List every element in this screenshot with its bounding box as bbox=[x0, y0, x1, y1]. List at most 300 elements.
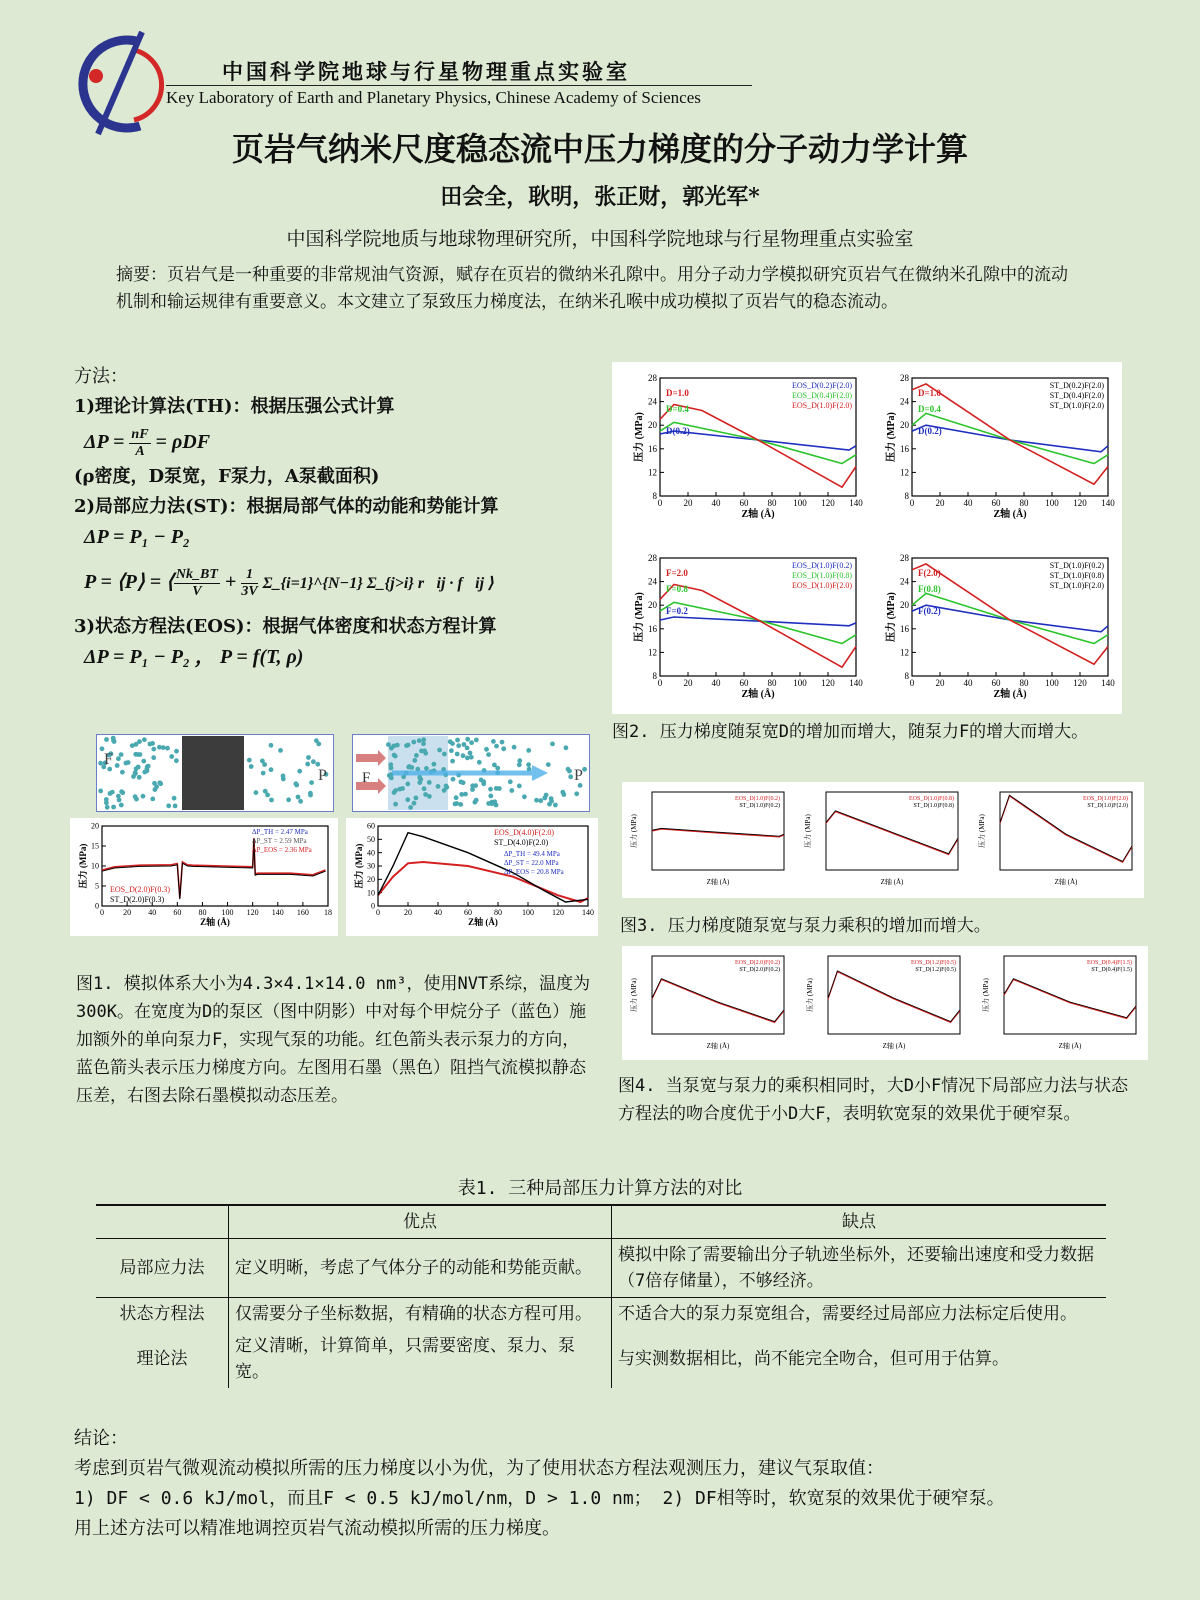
legend-entry: ST_D(2.0)F(0.2) bbox=[739, 967, 780, 973]
molecule bbox=[414, 753, 419, 758]
molecule bbox=[553, 803, 558, 808]
annotation: ΔP_ST = 2.59 MPa bbox=[252, 837, 307, 845]
curve-label: D=1.0 bbox=[666, 388, 689, 398]
molecule bbox=[151, 747, 156, 752]
fig3-caption: 图3. 压力梯度随泵宽与泵力乘积的增加而增大。 bbox=[620, 916, 991, 936]
molecule bbox=[470, 787, 475, 792]
x-tick-label: 60 bbox=[173, 908, 182, 917]
col-cons: 缺点 bbox=[612, 1206, 1107, 1239]
x-tick-label: 60 bbox=[464, 908, 472, 917]
molecule bbox=[161, 745, 166, 750]
y-tick-label: 20 bbox=[648, 420, 657, 431]
x-tick-label: 0 bbox=[909, 678, 915, 688]
molecule bbox=[124, 761, 129, 766]
y-axis-label: 压力 (MPa) bbox=[886, 592, 897, 642]
molecule bbox=[414, 796, 419, 801]
molecule bbox=[134, 797, 139, 802]
molecule bbox=[311, 759, 316, 764]
x-tick-label: 120 bbox=[1073, 498, 1087, 508]
y-tick-label: 15 bbox=[91, 841, 99, 851]
molecule bbox=[454, 801, 459, 806]
molecule bbox=[427, 794, 432, 799]
y-tick-label: 12 bbox=[648, 647, 657, 658]
x-axis-label: Z轴 (Å) bbox=[706, 1042, 730, 1050]
y-tick-label: 16 bbox=[900, 443, 909, 454]
y-tick-label: 16 bbox=[648, 623, 657, 634]
series-2 bbox=[660, 405, 856, 488]
x-tick-label: 60 bbox=[739, 498, 749, 508]
x-tick-label: 140 bbox=[1101, 678, 1115, 688]
fig4-caption: 图4. 当泵宽与泵力的乘积相同时，大D小F情况下局部应力法与状态方程法的吻合度优于小D大F，表明软宽泵的效果优于硬窄泵。 bbox=[618, 1076, 1129, 1124]
pump-label-f: F bbox=[104, 751, 113, 768]
x-tick-label: 0 bbox=[100, 908, 104, 917]
y-tick-label: 28 bbox=[900, 553, 909, 563]
x-tick-label: 120 bbox=[821, 678, 835, 688]
molecule bbox=[269, 767, 274, 772]
x-tick-label: 40 bbox=[711, 498, 721, 508]
molecule bbox=[509, 788, 514, 793]
molecule bbox=[411, 740, 416, 745]
molecule bbox=[408, 805, 413, 810]
y-axis-label: 压力 (MPa) bbox=[982, 978, 990, 1012]
molecule bbox=[269, 798, 274, 803]
molecule bbox=[419, 749, 424, 754]
molecule bbox=[141, 759, 146, 764]
conclusion bbox=[74, 1424, 1154, 1544]
molecule bbox=[305, 762, 310, 767]
molecule bbox=[442, 788, 447, 793]
legend-st: ST_D(2.0)F(0.3) bbox=[110, 895, 165, 904]
molecule bbox=[456, 743, 461, 748]
x-tick-label: 0 bbox=[657, 498, 663, 508]
legend-eos: EOS_D(2.0)F(0.3) bbox=[110, 885, 170, 894]
y-tick-label: 28 bbox=[648, 373, 657, 383]
molecule bbox=[151, 755, 156, 760]
x-axis-label: Z轴 (Å) bbox=[993, 689, 1027, 700]
x-tick-label: 160 bbox=[296, 908, 309, 917]
molecule bbox=[455, 738, 460, 743]
lab-name-en: Key Laboratory of Earth and Planetary Physics, Chinese Academy of Sciences bbox=[166, 88, 701, 107]
molecule bbox=[547, 802, 552, 807]
x-axis-label: Z轴 (Å) bbox=[882, 1042, 906, 1050]
molecule bbox=[522, 794, 527, 799]
molecule bbox=[479, 778, 484, 783]
molecule bbox=[119, 789, 124, 794]
molecule bbox=[174, 758, 179, 763]
molecule bbox=[119, 752, 124, 757]
molecule bbox=[111, 736, 116, 741]
fig2-plot-d bbox=[868, 548, 1118, 710]
fig4-plot-c bbox=[976, 950, 1144, 1056]
conclusion-line-1: 考虑到页岩气微观流动模拟所需的压力梯度以小为优，为了使用状态方程法观测压力，建议气泵取值： bbox=[74, 1458, 884, 1479]
x-axis-label: Z轴 (Å) bbox=[880, 878, 904, 886]
molecule bbox=[142, 737, 147, 742]
molecule bbox=[316, 742, 321, 747]
fig2-caption: 图2. 压力梯度随泵宽D的增加而增大，随泵力F的增大而增大。 bbox=[612, 722, 1089, 742]
molecule bbox=[461, 753, 466, 758]
molecule bbox=[442, 752, 447, 757]
y-tick-label: 12 bbox=[900, 467, 909, 478]
molecule bbox=[417, 738, 422, 743]
curve-label: D=1.0 bbox=[918, 388, 941, 398]
molecule bbox=[468, 751, 473, 756]
x-axis-label: Z轴 (Å) bbox=[741, 509, 775, 520]
molecule bbox=[461, 780, 466, 785]
molecule bbox=[130, 743, 135, 748]
molecule bbox=[582, 767, 587, 772]
molecule bbox=[98, 789, 103, 794]
x-tick-label: 40 bbox=[963, 498, 973, 508]
molecule bbox=[481, 781, 486, 786]
y-tick-label: 20 bbox=[900, 420, 909, 431]
legend-entry: ST_D(1.0)F(2.0) bbox=[1049, 401, 1104, 410]
molecule bbox=[561, 792, 566, 797]
curve-label: D=0.4 bbox=[918, 404, 941, 414]
eos-title: 3)状态方程法(EOS)：根据气体密度和状态方程计算 bbox=[74, 616, 497, 637]
x-tick-label: 80 bbox=[767, 498, 777, 508]
legend-entry: EOS_D(1.2)F(0.5) bbox=[911, 960, 956, 966]
series-0 bbox=[912, 605, 1108, 632]
y-tick-label: 20 bbox=[648, 600, 657, 611]
molecule bbox=[412, 801, 417, 806]
x-tick-label: 20 bbox=[683, 678, 693, 688]
molecule bbox=[166, 803, 171, 808]
x-tick-label: 18 bbox=[324, 908, 332, 917]
series-1 bbox=[912, 593, 1108, 643]
y-tick-label: 60 bbox=[367, 821, 375, 831]
molecule bbox=[508, 779, 513, 784]
table-row: 状态方程法 仅需要分子坐标数据，有精确的状态方程可用。 不适合大的泵力泵宽组合，需要经过局部应力法标定后使用。 bbox=[96, 1298, 1106, 1331]
x-tick-label: 40 bbox=[434, 908, 442, 917]
molecule bbox=[550, 742, 555, 747]
legend-entry: EOS_D(0.4)F(2.0) bbox=[792, 391, 852, 400]
molecule bbox=[265, 793, 270, 798]
molecule bbox=[491, 739, 496, 744]
molecule bbox=[294, 783, 299, 788]
molecule bbox=[281, 774, 286, 779]
molecule bbox=[278, 748, 283, 753]
legend-entry: EOS_D(0.4)F(1.5) bbox=[1087, 960, 1132, 966]
st-equation-2: P = ⟨P⟩ = ⟨ $\frac{Nk\_BT}{V}$ + $\frac{1}{3V}$ Σ_{i=1}^{N−1} Σ_{j>i} r⃗ij · f⃗ij ⟩ bbox=[84, 566, 496, 599]
y-tick-label: 20 bbox=[900, 600, 909, 611]
curve-label: F(2.0) bbox=[918, 568, 941, 578]
svg-text:P: P bbox=[574, 767, 583, 784]
molecule bbox=[172, 796, 177, 801]
y-tick-label: 8 bbox=[652, 671, 657, 681]
molecule bbox=[494, 744, 499, 749]
molecule bbox=[254, 790, 259, 795]
x-tick-label: 20 bbox=[935, 498, 945, 508]
legend-eos: EOS_D(4.0)F(2.0) bbox=[494, 828, 554, 837]
molecule bbox=[418, 777, 423, 782]
series-0 bbox=[660, 617, 856, 626]
fig2-plot-a bbox=[616, 368, 866, 530]
molecule bbox=[517, 758, 522, 763]
x-axis-label: Z轴 (Å) bbox=[1058, 1042, 1082, 1050]
y-tick-label: 50 bbox=[367, 835, 375, 844]
x-tick-label: 120 bbox=[821, 498, 835, 508]
molecule bbox=[169, 754, 174, 759]
y-tick-label: 12 bbox=[900, 647, 909, 658]
molecule bbox=[458, 802, 463, 807]
molecule bbox=[105, 805, 110, 810]
st-equation-1: ΔP = P₁ − P₂ bbox=[84, 526, 190, 548]
molecule bbox=[98, 761, 103, 766]
x-tick-label: 60 bbox=[991, 498, 1001, 508]
molecule bbox=[286, 797, 291, 802]
st-curve bbox=[652, 979, 784, 1022]
x-tick-label: 20 bbox=[404, 908, 412, 917]
series-1 bbox=[660, 602, 856, 643]
methods-heading: 方法： bbox=[74, 366, 128, 387]
molecule bbox=[249, 764, 254, 769]
x-tick-label: 140 bbox=[849, 498, 863, 508]
x-tick-label: 0 bbox=[909, 498, 915, 508]
molecule bbox=[473, 783, 478, 788]
eos-curve bbox=[652, 979, 784, 1022]
molecule bbox=[308, 793, 313, 798]
molecule bbox=[116, 794, 121, 799]
molecule bbox=[517, 784, 522, 789]
x-tick-label: 100 bbox=[793, 498, 807, 508]
x-tick-label: 100 bbox=[1045, 678, 1059, 688]
fig2-plot-c bbox=[616, 548, 866, 710]
molecule bbox=[424, 766, 429, 771]
molecule bbox=[526, 748, 531, 753]
x-axis-label: Z轴 (Å) bbox=[1054, 878, 1078, 886]
x-axis-label: Z轴 (Å) bbox=[741, 689, 775, 700]
molecule bbox=[391, 744, 396, 749]
x-tick-label: 20 bbox=[683, 498, 693, 508]
header-divider bbox=[166, 85, 752, 86]
molecule bbox=[450, 759, 455, 764]
molecule bbox=[538, 798, 543, 803]
y-tick-label: 24 bbox=[648, 576, 657, 587]
y-tick-label: 5 bbox=[95, 881, 99, 891]
col-pros: 优点 bbox=[229, 1206, 612, 1239]
molecule bbox=[165, 746, 170, 751]
fig1-snapshot-static bbox=[96, 734, 334, 812]
y-axis-label: 压力 (MPa) bbox=[634, 412, 645, 462]
molecule bbox=[111, 805, 116, 810]
curve-label: F=0.2 bbox=[666, 606, 688, 616]
eos-curve bbox=[652, 829, 784, 837]
series-1 bbox=[912, 413, 1108, 463]
molecule bbox=[141, 794, 146, 799]
molecule bbox=[389, 776, 394, 781]
y-axis-label: 压力 (MPa) bbox=[978, 814, 986, 848]
y-axis-label: 压力 (MPa) bbox=[886, 412, 897, 462]
table-row: 局部应力法 定义明晰，考虑了气体分子的动能和势能贡献。 模拟中除了需要输出分子轨迹坐标外，还要输出速度和受力数据（7倍存储量），不够经济。 bbox=[96, 1239, 1106, 1298]
th-title: 1)理论计算法(TH)：根据压强公式计算 bbox=[74, 396, 395, 417]
molecule bbox=[306, 755, 311, 760]
y-axis-label: 压力 (MPa) bbox=[806, 978, 814, 1012]
y-tick-label: 0 bbox=[371, 901, 375, 911]
annotation: ΔP_TH = 49.4 MPa bbox=[504, 850, 560, 858]
molecule bbox=[405, 797, 410, 802]
molecule bbox=[119, 803, 124, 808]
table-row: 理论法 定义清晰，计算简单，只需要密度、泵力、泵宽。 与实测数据相比，尚不能完全吻合，但可用于估算。 bbox=[96, 1330, 1106, 1388]
molecule bbox=[465, 756, 470, 761]
x-tick-label: 80 bbox=[1019, 678, 1029, 688]
y-tick-label: 20 bbox=[91, 821, 99, 831]
lab-logo bbox=[70, 30, 166, 138]
molecule bbox=[488, 794, 493, 799]
legend-entry: ST_D(0.2)F(2.0) bbox=[1049, 381, 1104, 390]
x-tick-label: 20 bbox=[123, 908, 132, 917]
molecule bbox=[247, 758, 252, 763]
curve-label: D(0.2) bbox=[918, 426, 942, 436]
x-tick-label: 80 bbox=[1019, 498, 1029, 508]
y-tick-label: 20 bbox=[367, 875, 375, 884]
x-tick-label: 40 bbox=[711, 678, 721, 688]
y-axis-label: 压力 (MPa) bbox=[634, 592, 645, 642]
molecule bbox=[269, 743, 274, 748]
legend-entry: ST_D(1.0)F(0.2) bbox=[739, 803, 780, 809]
x-tick-label: 80 bbox=[767, 678, 777, 688]
molecule bbox=[474, 798, 479, 803]
eos-curve bbox=[828, 972, 960, 1023]
x-axis-label: Z轴 (Å) bbox=[706, 878, 730, 886]
x-tick-label: 20 bbox=[935, 678, 945, 688]
molecule bbox=[309, 780, 314, 785]
x-tick-label: 80 bbox=[198, 908, 207, 917]
molecule bbox=[444, 784, 449, 789]
fig3-panel bbox=[622, 782, 1144, 898]
molecule bbox=[474, 738, 479, 743]
molecule bbox=[567, 769, 572, 774]
molecule bbox=[484, 747, 489, 752]
molecule bbox=[564, 745, 569, 750]
molecule bbox=[136, 765, 141, 770]
affiliation: 中国科学院地质与地球物理研究所，中国科学院地球与行星物理重点实验室 bbox=[286, 228, 914, 250]
x-axis-label: Z轴 (Å) bbox=[993, 509, 1027, 520]
y-tick-label: 10 bbox=[367, 888, 375, 898]
legend-entry: EOS_D(1.0)F(2.0) bbox=[792, 581, 852, 590]
st-curve bbox=[1004, 979, 1136, 1018]
molecule bbox=[405, 782, 410, 787]
x-tick-label: 140 bbox=[582, 908, 594, 917]
y-axis-label: 压力 (MPa) bbox=[630, 978, 638, 1012]
x-tick-label: 100 bbox=[221, 908, 234, 917]
x-axis-label: Z轴 (Å) bbox=[200, 917, 230, 927]
x-tick-label: 120 bbox=[552, 908, 564, 917]
molecule bbox=[157, 780, 162, 785]
y-tick-label: 24 bbox=[900, 576, 909, 587]
x-tick-label: 100 bbox=[522, 908, 534, 917]
molecule bbox=[469, 740, 474, 745]
molecule bbox=[450, 741, 455, 746]
molecule bbox=[477, 760, 482, 765]
molecule bbox=[298, 799, 303, 804]
fig1-right-plot bbox=[346, 818, 598, 936]
molecule bbox=[432, 762, 437, 767]
x-tick-label: 120 bbox=[246, 908, 259, 917]
molecule bbox=[574, 791, 579, 796]
y-tick-label: 28 bbox=[900, 373, 909, 383]
x-tick-label: 120 bbox=[1073, 678, 1087, 688]
svg-text:F: F bbox=[362, 770, 371, 786]
molecule bbox=[427, 780, 432, 785]
x-tick-label: 80 bbox=[494, 908, 502, 917]
molecule bbox=[542, 796, 547, 801]
legend-entry: EOS_D(0.2)F(2.0) bbox=[792, 381, 852, 390]
st-title: 2)局部应力法(ST)：根据局部气体的动能和势能计算 bbox=[74, 496, 499, 517]
curve-label: D(0.2) bbox=[666, 426, 690, 436]
legend-entry: ST_D(1.0)F(0.8) bbox=[1049, 571, 1104, 580]
molecule bbox=[406, 765, 411, 770]
y-tick-label: 24 bbox=[900, 396, 909, 407]
y-tick-label: 30 bbox=[367, 861, 375, 871]
legend-entry: ST_D(1.0)F(0.8) bbox=[913, 803, 954, 809]
molecule bbox=[173, 804, 178, 809]
molecule bbox=[501, 746, 506, 751]
molecule bbox=[534, 798, 539, 803]
x-tick-label: 140 bbox=[849, 678, 863, 688]
y-tick-label: 24 bbox=[648, 396, 657, 407]
annotation: ΔP_EOS = 20.8 MPa bbox=[504, 868, 564, 876]
y-tick-label: 8 bbox=[904, 491, 909, 501]
molecule bbox=[393, 802, 398, 807]
molecule bbox=[104, 737, 109, 742]
annotation: ΔP_ST = 22.0 MPa bbox=[504, 859, 559, 867]
molecule bbox=[150, 797, 155, 802]
st-curve bbox=[826, 811, 958, 854]
molecule bbox=[297, 769, 302, 774]
y-axis-label: 压力 (MPa) bbox=[354, 843, 364, 889]
molecule bbox=[392, 753, 397, 758]
legend-st: ST_D(4.0)F(2.0) bbox=[494, 838, 549, 847]
molecule bbox=[489, 800, 494, 805]
st-curve bbox=[828, 971, 960, 1022]
molecule bbox=[400, 786, 405, 791]
y-tick-label: 8 bbox=[904, 671, 909, 681]
fig1-left-plot bbox=[70, 818, 338, 936]
x-tick-label: 100 bbox=[793, 678, 807, 688]
molecule bbox=[568, 774, 573, 779]
legend-entry: EOS_D(1.0)F(2.0) bbox=[792, 401, 852, 410]
legend-entry: EOS_D(1.0)F(0.2) bbox=[792, 561, 852, 570]
legend-entry: EOS_D(1.0)F(0.8) bbox=[792, 571, 852, 580]
authors: 田会全，耿明，张正财，郭光军* bbox=[440, 184, 760, 210]
y-tick-label: 16 bbox=[648, 443, 657, 454]
molecule bbox=[488, 787, 493, 792]
fig2-plot-b bbox=[868, 368, 1118, 530]
molecule bbox=[454, 795, 459, 800]
molecule bbox=[145, 768, 150, 773]
methods-section bbox=[74, 362, 614, 672]
y-tick-label: 10 bbox=[91, 861, 99, 871]
molecule bbox=[486, 752, 491, 757]
molecule bbox=[262, 762, 267, 767]
legend-entry: ST_D(0.4)F(1.5) bbox=[1091, 967, 1132, 973]
molecule bbox=[549, 796, 554, 801]
molecule bbox=[495, 766, 500, 771]
th-equation: ΔP = $\frac{nF}{A}$ = ρDF bbox=[84, 426, 211, 459]
curve-label: F(0.2) bbox=[918, 606, 941, 616]
x-tick-label: 0 bbox=[657, 678, 663, 688]
y-axis-label: 压力 (MPa) bbox=[630, 814, 638, 848]
curve-label: D=0.4 bbox=[666, 404, 689, 414]
molecule bbox=[422, 786, 427, 791]
abstract: 摘要：页岩气是一种重要的非常规油气资源，赋存在页岩的微纳米孔隙中。用分子动力学模拟研究页岩气在微纳米孔隙中的流动机制和输运规律有重要意义。本文建立了泵致压力梯度法，在纳米孔喉中成功模拟了页岩气的稳态流动。 bbox=[116, 265, 1068, 312]
legend-entry: ST_D(1.2)F(0.5) bbox=[915, 967, 956, 973]
table-title: 表1. 三种局部压力计算方法的对比 bbox=[457, 1178, 743, 1199]
molecule bbox=[148, 742, 153, 747]
x-tick-label: 140 bbox=[271, 908, 284, 917]
molecule bbox=[116, 756, 121, 761]
molecule bbox=[261, 771, 266, 776]
